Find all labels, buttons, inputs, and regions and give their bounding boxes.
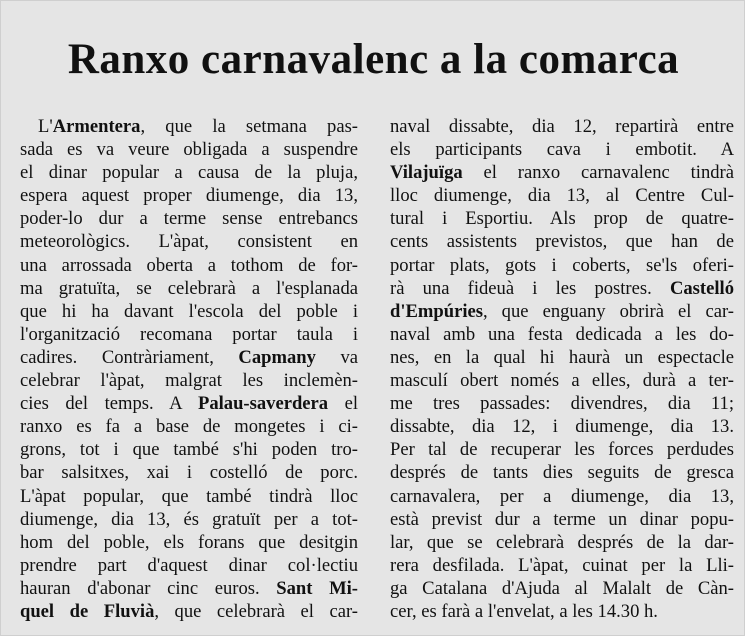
article-text-line (390, 485, 734, 508)
article-text-line (390, 230, 734, 253)
text-run: l'organització recomana portar taula i (20, 323, 358, 345)
article-text-line (390, 461, 734, 484)
text-run: Per tal de recuperar les forces perdudes (390, 439, 734, 461)
article-text-line (390, 531, 734, 554)
article-text-line (390, 508, 734, 531)
article-text-line (390, 369, 734, 392)
place-name: Palau-saverdera (197, 393, 329, 415)
article-text-line (390, 138, 734, 161)
article-text-line (20, 485, 358, 508)
text-run: el dinar popular a causa de la pluja, (20, 162, 358, 184)
text-run: bar salsitxes, xai i costelló de porc. (20, 462, 358, 484)
article-text-line (20, 300, 358, 323)
place-name: quel de Fluvià (20, 600, 155, 622)
article-text-line (20, 230, 358, 253)
text-run: els participants cava i embotit. A (390, 139, 734, 161)
text-run: carnavalera, per a diumenge, dia 13, (390, 485, 734, 507)
text-run: tural i Esportiu. Als prop de quatre- (390, 208, 734, 230)
article-text-line (20, 138, 358, 161)
text-run: cents assistents previstos, que han de (390, 231, 734, 253)
place-name: Castelló (669, 277, 734, 299)
text-run: naval dissabte, dia 12, repartirà entre (390, 116, 734, 137)
article-text-line (390, 254, 734, 277)
article-text-line (390, 300, 734, 323)
place-name: Sant Mi- (276, 577, 358, 599)
text-run: cadires. Contràriament, (20, 346, 239, 368)
text-run: grons, tot i que també s'hi poden tro- (20, 439, 358, 461)
article-text-line (20, 254, 358, 277)
text-run: hom del poble, els forans que desitgin (20, 531, 358, 553)
article-text-line (20, 346, 358, 369)
text-run: ranxo es fa a base de mongetes i ci- (20, 416, 358, 438)
article-text-line (20, 323, 358, 346)
article-text-line (20, 392, 358, 415)
text-run: celebrar l'àpat, malgrat les inclemèn- (20, 370, 358, 392)
text-run: me tres passades: divendres, dia 11; (390, 393, 734, 415)
text-run: lar, que se celebrarà després de la dar- (390, 531, 734, 553)
article-text-line (390, 438, 734, 461)
text-run: meteorològics. L'àpat, consistent en (20, 231, 358, 253)
article-text-line (20, 115, 358, 138)
text-run: masculí obert només a elles, durà a ter- (390, 370, 734, 392)
text-run: després de tants dies seguits de gresca (390, 462, 734, 484)
text-run: dissabte, dia 12, i diumenge, dia 13. (390, 416, 734, 438)
article-column-right (390, 115, 734, 623)
text-run: nes, en la qual hi haurà un espectacle (390, 346, 734, 368)
article-text-line (20, 184, 358, 207)
article-text-line (390, 346, 734, 369)
text-run: poder-lo dur a terme sense entrebancs (20, 208, 358, 230)
article-text-line (390, 207, 734, 230)
text-run: , que celebrarà el car- (154, 600, 358, 622)
text-run: , que enguany obrirà el car- (483, 300, 734, 322)
text-run: que hi ha davant l'escola del poble i (20, 300, 358, 322)
text-run: prendre part d'aquest dinar col·lectiu (20, 554, 358, 576)
text-run: està previst dur a terme un dinar popu- (390, 508, 734, 530)
article-text-line (20, 600, 358, 623)
article-text-line (20, 461, 358, 484)
article-text-line (20, 161, 358, 184)
article-text-line (20, 531, 358, 554)
text-run: naval amb una festa dedicada a les do- (390, 323, 734, 345)
text-run: , que la setmana pas- (140, 116, 358, 137)
text-run: espera aquest proper diumenge, dia 13, (20, 185, 358, 207)
text-run: portar plats, gots i coberts, se'ls oferi- (390, 254, 734, 276)
article-text-line (20, 277, 358, 300)
text-run: diumenge, dia 13, és gratuït per a tot- (20, 508, 358, 530)
place-name: Vilajuïga (390, 162, 463, 184)
article-text-line (390, 277, 734, 300)
text-run: L'àpat popular, que també tindrà lloc (20, 485, 358, 507)
article-text-line (20, 369, 358, 392)
article-text-line (390, 161, 734, 184)
article-text-line (390, 115, 734, 138)
place-name: d'Empúries (390, 300, 483, 322)
article-text-line (20, 508, 358, 531)
article-text-line (20, 554, 358, 577)
article-text-line (20, 415, 358, 438)
article-text-line (390, 323, 734, 346)
article-text-line (20, 207, 358, 230)
article-column-left (20, 115, 358, 623)
article-text-line (390, 554, 734, 577)
article-text-line (390, 577, 734, 600)
text-run: una arrossada oberta a tothom de for- (20, 254, 358, 276)
text-run: rera desfilada. L'àpat, cuinat per la Lli- (390, 554, 734, 576)
text-run: lloc diumenge, dia 13, al Centre Cul- (390, 185, 734, 207)
text-run: cies del temps. A (20, 393, 198, 415)
text-run: ma gratuïta, se celebrarà a l'esplanada (20, 277, 358, 299)
text-run: rà una fideuà i les postres. (390, 277, 670, 299)
article-text-line (20, 438, 358, 461)
text-run: L' (38, 116, 53, 137)
text-run: el (328, 393, 359, 415)
text-run: hauran d'abonar cinc euros. (20, 577, 277, 599)
text-run: el ranxo carnavalenc tindrà (462, 162, 734, 184)
text-run: cer, es farà a l'envelat, a les 14.30 h. (390, 600, 658, 622)
article-headline: Ranxo carnavalenc a la comarca (67, 36, 680, 83)
article-text-line (390, 600, 734, 623)
article-text-line (390, 184, 734, 207)
text-run: sada es va veure obligada a suspendre (20, 139, 358, 161)
place-name: Capmany (238, 346, 316, 368)
article-text-line (390, 415, 734, 438)
text-run: va (315, 346, 359, 368)
article-text-line (390, 392, 734, 415)
text-run: ga Catalana d'Ajuda al Malalt de Càn- (390, 577, 734, 599)
article-text-line (20, 577, 358, 600)
place-name: Armentera (52, 116, 141, 137)
